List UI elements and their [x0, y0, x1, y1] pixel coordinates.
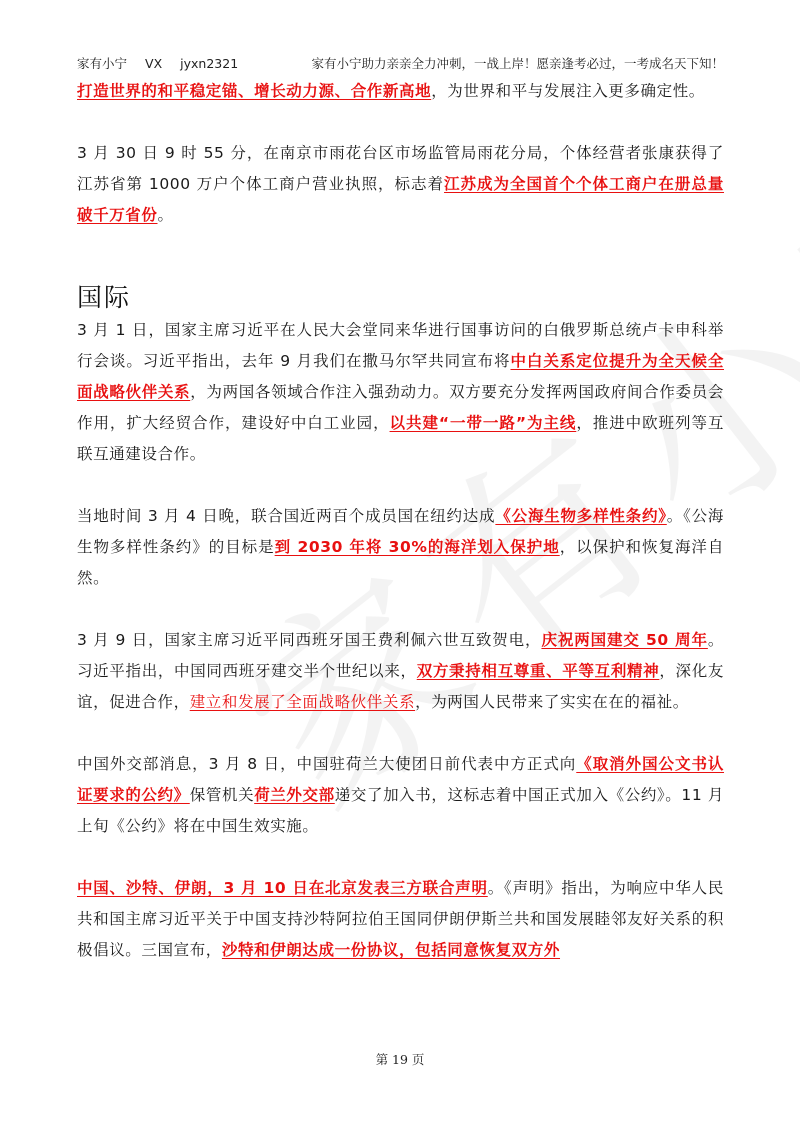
paragraph-china-belarus	[77, 315, 724, 470]
paragraph-peace-anchor	[77, 76, 724, 107]
highlight-text: 到 2030 年将 30%的海洋划入保护地	[274, 538, 560, 556]
highlight-text: 沙特和伊朗达成一份协议，包括同意恢复双方外	[221, 941, 561, 959]
section-title-international: 国际	[77, 283, 132, 312]
paragraph-apostille	[77, 749, 724, 842]
body-text: 中国外交部消息，3 月 8 日，中国驻荷兰大使团日前代表中方正式向	[77, 755, 577, 773]
body-text: ，为世界和平与发展注入更多确定性。	[431, 82, 705, 100]
page-content	[77, 76, 724, 966]
body-text: 递交了加入书，这标志着中国正式加入《公约》。11 月上旬《公约》将在中国生效实施。	[77, 786, 724, 835]
body-text: 。习近平指出，中国同西班牙建交半个世纪以来，	[77, 631, 724, 680]
highlight-text: 江苏成为全国首个个体工商户在册总量破千万省份	[77, 175, 724, 224]
highlight-text: 中白关系定位提升为全天候全面战略伙伴关系	[77, 352, 724, 401]
page-header	[77, 54, 724, 72]
highlight-text: 《公海生物多样性条约》	[495, 507, 667, 525]
highlight-text: 庆祝两国建交 50 周年	[541, 631, 708, 649]
header-vx-id: jyxn2321	[180, 56, 239, 71]
body-text: ，为两国人民带来了实实在在的福祉。	[415, 693, 689, 711]
highlight-text: 荷兰外交部	[254, 786, 335, 804]
highlight-text: 中国、沙特、伊朗，3 月 10 日在北京发表三方联合声明	[77, 879, 488, 897]
body-text: 当地时间 3 月 4 日晚，联合国近两百个成员国在纽约达成	[77, 507, 496, 525]
body-text: 3 月 30 日 9 时 55 分，在南京市雨花台区市场监管局雨花分局，个体经营者张康获得了江苏省第 1000 万户个体工商户营业执照，标志着	[77, 144, 724, 193]
header-slogan: 家有小宁助力亲亲全力冲刺，一战上岸！愿亲逢考必过，一考成名天下知！	[311, 56, 724, 71]
body-text: 3 月 9 日，国家主席习近平同西班牙国王费利佩六世互致贺电，	[77, 631, 542, 649]
body-text: ，推进中欧班列等互联互通建设合作。	[77, 414, 725, 463]
page-number: 第 19 页	[375, 1052, 425, 1067]
paragraph-jiangsu-business	[77, 138, 724, 231]
header-left	[77, 54, 238, 72]
body-text: 保管机关	[189, 786, 255, 804]
body-text: 。《公海生物多样性条约》的目标是	[77, 507, 724, 556]
highlight-text: 以共建“一带一路”为主线	[389, 414, 577, 432]
body-text: ，以保护和恢复海洋自然。	[77, 538, 725, 587]
paragraph-saudi-iran	[77, 873, 724, 966]
highlight-text: 打造世界的和平稳定锚、增长动力源、合作新高地	[77, 82, 432, 100]
highlight-text: 双方秉持相互尊重、平等互利精神	[416, 662, 660, 680]
body-text: ，深化友谊，促进合作，	[77, 662, 724, 711]
highlight-text: 《取消外国公文书认证要求的公约》	[77, 755, 724, 804]
highlight-text: 建立和发展了全面战略伙伴关系	[189, 693, 416, 711]
header-brand: 家有小宁	[77, 56, 128, 71]
paragraph-china-spain	[77, 625, 724, 718]
header-vx-label: VX	[145, 56, 163, 71]
body-text: 。	[157, 206, 174, 224]
paragraph-ocean-treaty	[77, 501, 724, 594]
body-text: 。《声明》指出，为响应中华人民共和国主席习近平关于中国支持沙特阿拉伯王国同伊朗伊斯兰共和国发展睦邻友好关系的积极倡议。三国宣布，	[77, 879, 724, 959]
body-text: 3 月 1 日，国家主席习近平在人民大会堂同来华进行国事访问的白俄罗斯总统卢卡申科举行会谈。习近平指出，去年 9 月我们在撒马尔罕共同宣布将	[77, 321, 724, 370]
body-text: ，为两国各领域合作注入强劲动力。双方要充分发挥两国政府间合作委员会作用，扩大经贸合作，建设好中白工业园，	[77, 383, 725, 432]
